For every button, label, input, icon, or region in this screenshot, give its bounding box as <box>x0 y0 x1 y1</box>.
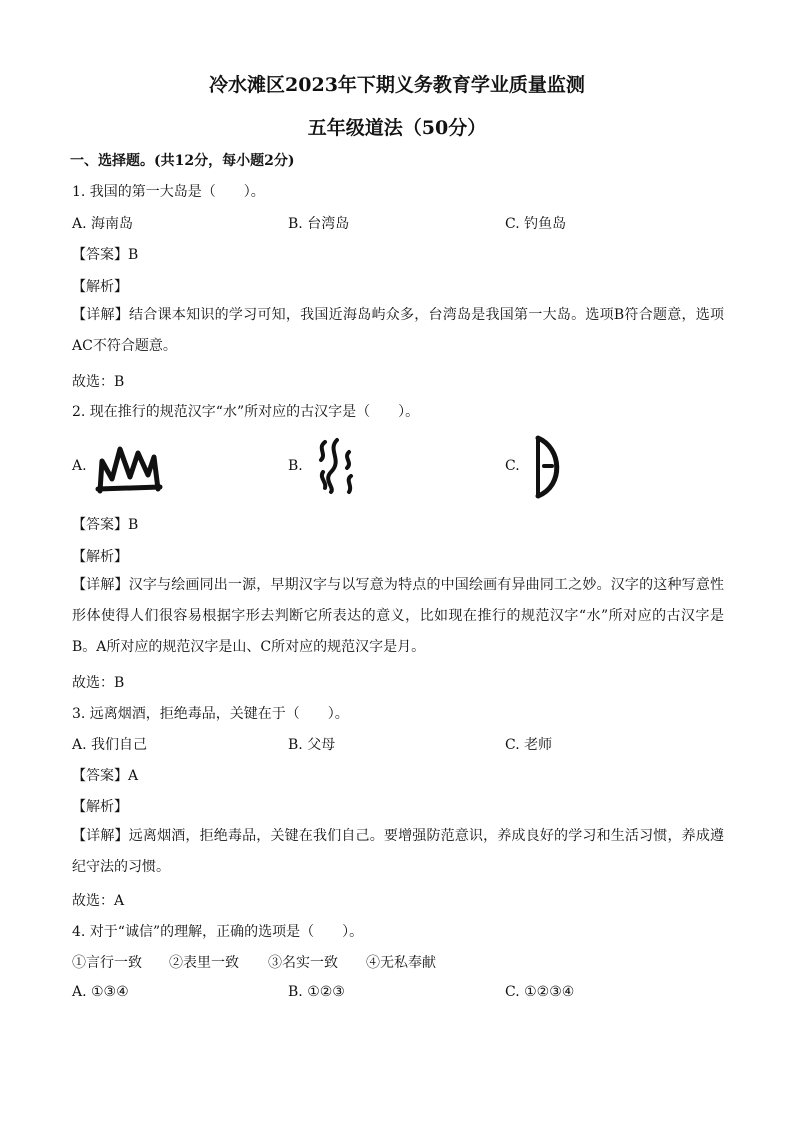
q1-answer: 【答案】B <box>72 247 139 263</box>
q1-conclusion: 故选：B <box>72 374 125 390</box>
q2-option-c-letter: C. <box>505 458 520 474</box>
q4-option-b: B. ①②③ <box>288 984 345 1000</box>
q2-detail: 【详解】汉字与绘画同出一源，早期汉字与以写意为特点的中国绘画有异曲同工之妙。汉字的这种写意性形体使得人们很容易根据字形去判断它所表达的意义，比如现在推行的规范汉字“水”所对应的古汉字是B。A所对应的规范汉字是山、C所对应的规范汉字是月。 <box>72 577 724 655</box>
q1-analysis-label: 【解析】 <box>72 279 128 295</box>
q2-answer: 【答案】B <box>72 517 139 533</box>
q2-conclusion: 故选：B <box>72 675 125 691</box>
q3-analysis-label: 【解析】 <box>72 799 128 815</box>
q4-item-2: ②表里一致 <box>169 955 239 971</box>
ancient-mountain-glyph-icon <box>94 441 164 495</box>
q1-option-c: C. 钓鱼岛 <box>505 216 567 232</box>
q4-option-c: C. ①②③④ <box>505 984 575 1000</box>
q4-item-4: ④无私奉献 <box>366 955 436 971</box>
q3-stem: 3. 远离烟酒，拒绝毒品，关键在于（ ）。 <box>72 706 349 722</box>
ancient-water-glyph-icon <box>313 436 361 496</box>
q2-option-b-letter: B. <box>288 458 303 474</box>
q3-detail: 【详解】远离烟酒，拒绝毒品，关键在我们自己。要增强防范意识，养成良好的学习和生活习惯，养成遵纪守法的习惯。 <box>72 828 724 875</box>
exam-title: 冷水滩区2023年下期义务教育学业质量监测 <box>209 74 585 96</box>
section-heading: 一、选择题。(共12分，每小题2分) <box>70 153 295 169</box>
ancient-moon-glyph-icon <box>532 434 566 500</box>
q4-stem: 4. 对于“诚信”的理解，正确的选项是（ ）。 <box>72 924 364 940</box>
q3-option-a: A. 我们自己 <box>72 737 148 753</box>
q3-option-b: B. 父母 <box>288 737 336 753</box>
q3-option-c: C. 老师 <box>505 737 553 753</box>
q2-stem: 2. 现在推行的规范汉字“水”所对应的古汉字是（ ）。 <box>72 404 420 420</box>
q3-answer: 【答案】A <box>72 768 139 784</box>
q4-option-a: A. ①③④ <box>72 984 129 1000</box>
q2-analysis-label: 【解析】 <box>72 549 128 565</box>
q1-detail: 【详解】结合课本知识的学习可知，我国近海岛屿众多，台湾岛是我国第一大岛。选项B符合题意，选项AC不符合题意。 <box>72 307 724 354</box>
q4-item-3: ③名实一致 <box>268 955 338 971</box>
q3-conclusion: 故选：A <box>72 893 125 909</box>
q2-option-a-letter: A. <box>72 458 87 474</box>
exam-subtitle: 五年级道法（50分） <box>307 117 487 139</box>
q1-option-a: A. 海南岛 <box>72 216 134 232</box>
q1-option-b: B. 台湾岛 <box>288 216 350 232</box>
q4-item-1: ①言行一致 <box>72 955 142 971</box>
q1-stem: 1. 我国的第一大岛是（ ）。 <box>72 184 265 200</box>
